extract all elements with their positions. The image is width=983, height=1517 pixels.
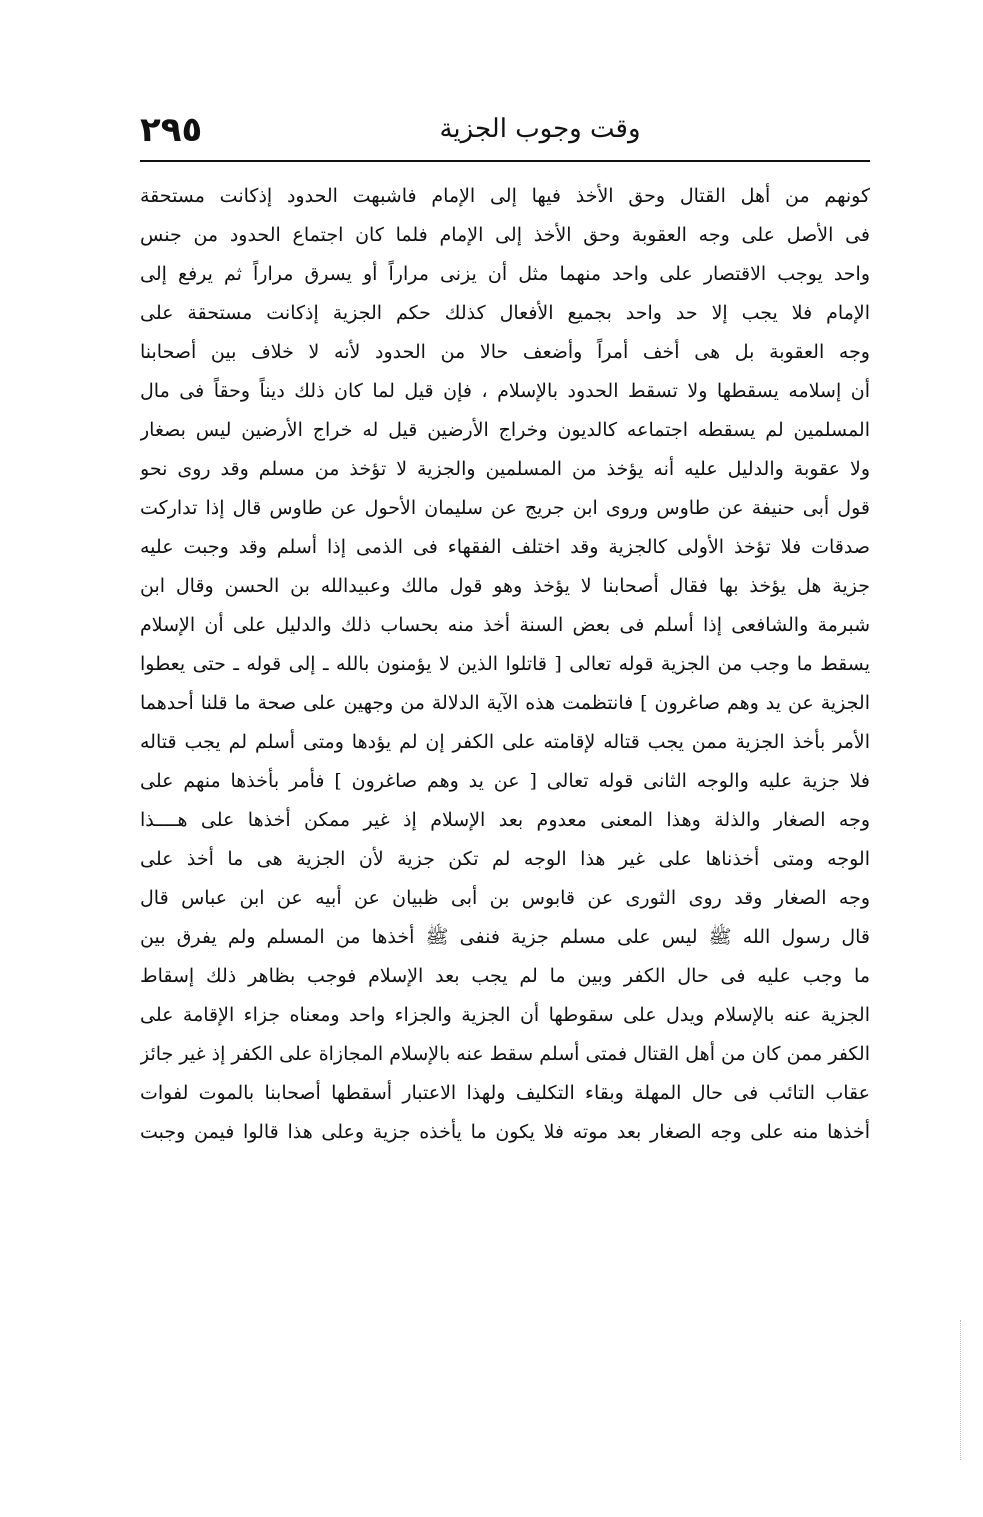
text-line: وجه الصغار والذلة وهذا المعنى معدوم بعد الإسلام إذ غير ممكن أخذها على هــــذا — [140, 809, 870, 831]
text-line: الوجه ومتى أخذناها على غير هذا الوجه لم تكن جزية لأن الجزية هى ما أخذ على — [140, 848, 870, 870]
body-text — [140, 177, 870, 1152]
text-line: قال رسول الله ﷺ ليس على مسلم جزية فنفى ﷺ أخذها من المسلم ولم يفرق بين — [140, 926, 870, 948]
text-line: الجزية عنه بالإسلام ويدل على سقوطها أن الجزية والجزاء واحد ومعناه جزاء الإقامة على — [140, 1004, 870, 1026]
text-line: عقاب التائب فى حال المهلة وبقاء التكليف ولهذا الاعتبار أسقطها أصحابنا بالموت لفوات — [140, 1082, 870, 1104]
header-rule — [140, 160, 870, 162]
text-line: كونهم من أهل القتال وحق الأخذ فيها إلى الإمام فاشبهت الحدود إذكانت مستحقة — [140, 185, 870, 207]
scan-edge-marks — [958, 1320, 961, 1460]
text-line: أن إسلامه يسقطها ولا تسقط الحدود بالإسلام ، فإن قيل لما كان ذلك ديناً وحقاً فى مال — [140, 380, 870, 402]
text-line: ولا عقوبة والدليل عليه أنه يؤخذ من المسلمين والجزية لا تؤخذ من مسلم وقد روى نحو — [140, 458, 870, 480]
text-line: الأمر بأخذ الجزية ممن يجب قتاله لإقامته على الكفر إن لم يؤدها ومتى أسلم لم يجب قتاله — [140, 731, 870, 753]
text-line: يسقط ما وجب من الجزية قوله تعالى [ قاتلوا الذين لا يؤمنون بالله ـ إلى قوله ـ حتى يعطوا — [140, 653, 870, 675]
text-line: فى الأصل على وجه العقوبة وحق الأخذ إلى الإمام فلما كان اجتماع الحدود من جنس — [140, 224, 870, 246]
text-line: الجزية عن يد وهم صاغرون ] فانتظمت هذه الآية الدلالة من وجهين على صحة ما قلنا أحدهما — [140, 692, 870, 714]
text-line: واحد يوجب الاقتصار على واحد منهما مثل أن يزنى مراراً أو يسرق مراراً ثم يرفع إلى — [140, 263, 870, 285]
text-line: ما وجب عليه فى حال الكفر وبين ما لم يجب بعد الإسلام فوجب بظاهر ذلك إسقاط — [140, 965, 870, 987]
text-line: الكفر ممن كان من أهل القتال فمتى أسلم سقط عنه بالإسلام المجازاة على الكفر إذ غير جائز — [140, 1043, 870, 1065]
text-line: فلا جزية عليه والوجه الثانى قوله تعالى [ عن يد وهم صاغرون ] فأمر بأخذها منهم على — [140, 770, 870, 792]
page-number: ٢٩٥ — [140, 110, 203, 150]
text-line: وجه الصغار وقد روى الثورى عن قابوس بن أبى ظبيان عن أبيه عن ابن عباس قال — [140, 887, 870, 909]
text-line: وجه العقوبة بل هى أخف أمراً وأضعف حالا من الحدود لأنه لا خلاف بين أصحابنا — [140, 341, 870, 363]
running-title: وقت وجوب الجزية — [439, 114, 641, 144]
page-header — [140, 108, 870, 158]
text-line: أخذها منه على وجه الصغار بعد موته فلا يكون ما يأخذه جزية وعلى هذا قالوا فيمن وجبت — [140, 1121, 870, 1143]
text-line: صدقات فلا تؤخذ الأولى كالجزية وقد اختلف الفقهاء فى الذمى إذا أسلم وقد وجبت عليه — [140, 536, 870, 558]
text-line: المسلمين لم يسقطه اجتماعه كالديون وخراج الأرضين قيل له خراج الأرضين ليس بصغار — [140, 419, 870, 441]
text-line: جزية هل يؤخذ بها فقال أصحابنا لا يؤخذ وهو قول مالك وعبيدالله بن الحسن وقال ابن — [140, 575, 870, 597]
text-line: شبرمة والشافعى إذا أسلم فى بعض السنة أخذ منه بحساب ذلك والدليل على أن الإسلام — [140, 614, 870, 636]
text-line: قول أبى حنيفة عن طاوس وروى ابن جريج عن سليمان الأحول عن طاوس قال إذا تداركت — [140, 497, 870, 519]
text-line: الإمام فلا يجب إلا حد واحد بجميع الأفعال كذلك حكم الجزية إذكانت مستحقة على — [140, 302, 870, 324]
